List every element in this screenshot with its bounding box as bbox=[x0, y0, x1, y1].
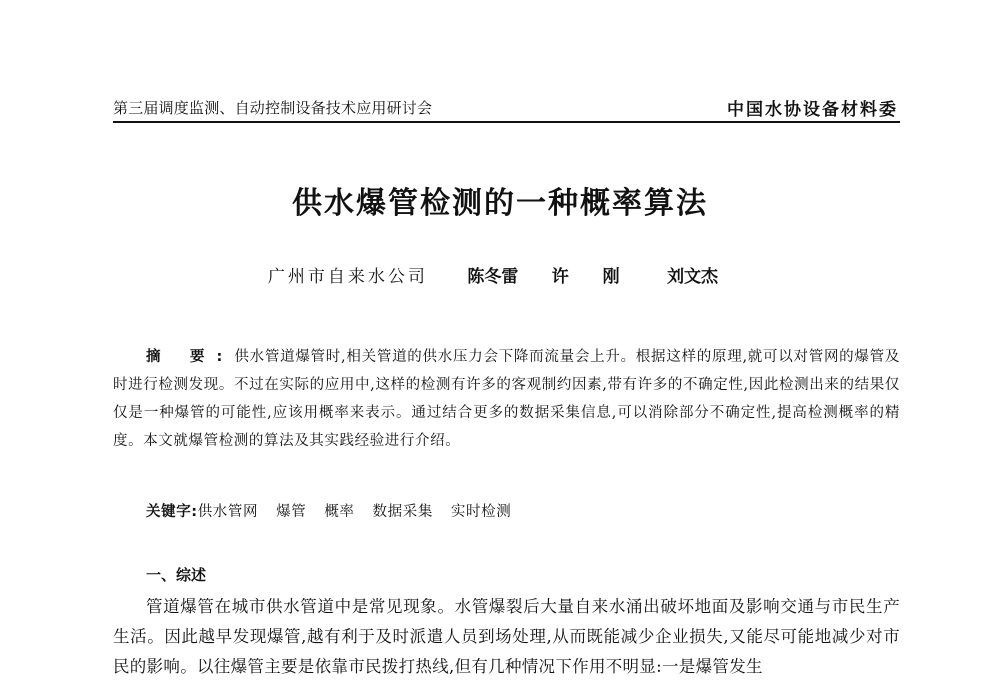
abstract-label: 摘 要: bbox=[146, 349, 235, 365]
keywords bbox=[146, 500, 529, 521]
keyword: 概率 bbox=[324, 504, 355, 520]
abstract-text: 供水管道爆管时,相关管道的供水压力会下降而流量会上升。根据这样的原理,就可以对管网的爆管及时进行检测发现。不过在实际的应用中,这样的检测有许多的客观制约因素,带有许多的不确定性,因此检测出来的结果仅仅是一种爆管的可能性,应该用概率来表示。通过结合更多的数据采集信息,可以消除部分不确定性,提高检测概率的精度。本文就爆管检测的算法及其实践经验进行介绍。 bbox=[113, 349, 900, 449]
conference-name: 第三届调度监测、自动控制设备技术应用研讨会 bbox=[113, 99, 433, 117]
keyword: 实时检测 bbox=[450, 504, 512, 520]
keyword: 爆管 bbox=[276, 504, 307, 520]
author-line bbox=[0, 262, 1000, 287]
keyword: 供水管网 bbox=[197, 504, 259, 520]
author-name: 刘文杰 bbox=[667, 267, 719, 287]
running-header bbox=[113, 95, 900, 123]
section-heading: 一、综述 bbox=[146, 566, 207, 584]
abstract bbox=[113, 343, 900, 455]
committee-name: 中国水协设备材料委 bbox=[727, 100, 898, 120]
author-name: 许 刚 bbox=[551, 267, 634, 287]
affiliation: 广州市自来水公司 bbox=[267, 267, 428, 287]
section-body-text: 管道爆管在城市供水管道中是常见现象。水管爆裂后大量自来水涌出破坏地面及影响交通与市民生产生活。因此越早发现爆管,越有利于及时派遣人员到场处理,从而既能减少企业损失,又能尽可能地减少对市民的影响。以往爆管主要是依靠市民拨打热线,但有几种情况下作用不明显:一是爆管发生 bbox=[113, 597, 900, 676]
keywords-label: 关键字: bbox=[146, 504, 198, 520]
keyword: 数据采集 bbox=[372, 504, 433, 520]
author-name: 陈冬雷 bbox=[467, 267, 519, 287]
paper-title: 供水爆管检测的一种概率算法 bbox=[292, 186, 708, 221]
